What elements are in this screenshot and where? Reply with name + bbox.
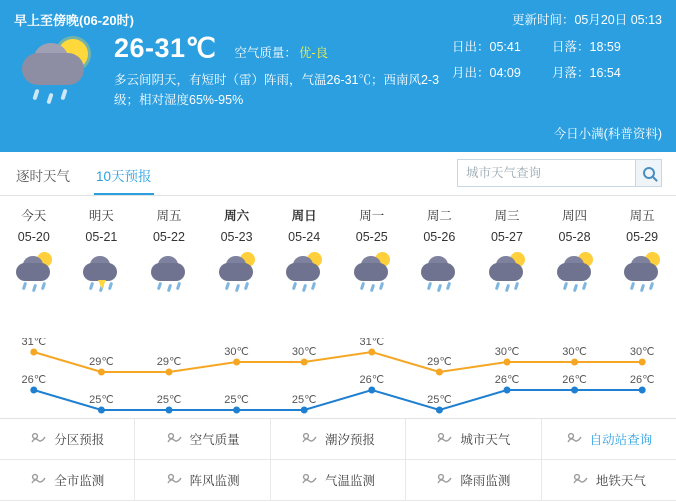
raindrop-icon bbox=[640, 284, 645, 293]
raindrop-icon bbox=[22, 282, 27, 291]
temperature-line bbox=[34, 390, 642, 410]
raindrop-icon bbox=[360, 282, 365, 291]
cloud-icon bbox=[624, 263, 658, 281]
moonset-label: 月落：16:54 bbox=[552, 66, 621, 80]
data-label: 26℃ bbox=[21, 374, 47, 386]
quick-link-label: 分区预报 bbox=[54, 433, 105, 447]
forecast-weather-icon bbox=[0, 250, 68, 296]
quick-link-rain[interactable] bbox=[406, 460, 541, 501]
raindrop-icon bbox=[234, 284, 239, 293]
thermometer-icon bbox=[301, 472, 318, 489]
temperature-line bbox=[34, 352, 642, 372]
data-point bbox=[571, 359, 578, 366]
tab-bar bbox=[0, 152, 676, 196]
raindrop-icon bbox=[108, 282, 113, 291]
raindrop-icon bbox=[630, 282, 635, 291]
data-label: 25℃ bbox=[156, 394, 182, 406]
raindrop-icon bbox=[243, 282, 248, 291]
cloud-icon bbox=[22, 53, 84, 85]
subway-icon bbox=[572, 472, 589, 489]
forecast-period-label: 早上至傍晚(06-20时) bbox=[14, 13, 134, 28]
current-conditions bbox=[110, 33, 452, 111]
forecast-weather-icon bbox=[608, 250, 676, 296]
tab-10day[interactable]: 10天预报 bbox=[94, 152, 154, 195]
data-label: 30℃ bbox=[291, 346, 317, 358]
raindrop-icon bbox=[311, 282, 316, 291]
data-point bbox=[30, 387, 37, 394]
forecast-day-name: 周五 bbox=[629, 209, 655, 223]
cloud-icon bbox=[286, 263, 320, 281]
city-search-box bbox=[457, 159, 662, 187]
quick-link-label: 城市天气 bbox=[460, 433, 511, 447]
data-point bbox=[436, 369, 443, 376]
cloud-icon bbox=[557, 263, 591, 281]
data-point bbox=[98, 369, 105, 376]
forecast-weather-icon bbox=[473, 250, 541, 296]
cloud-icon bbox=[151, 263, 185, 281]
sun-moon-info bbox=[452, 33, 662, 111]
quick-link-label: 潮汐预报 bbox=[325, 433, 376, 447]
forecast-day-column[interactable] bbox=[608, 206, 676, 296]
raindrop-icon bbox=[176, 282, 181, 291]
raindrop-icon bbox=[505, 284, 510, 293]
cloud-icon bbox=[16, 263, 50, 281]
quick-link-row bbox=[0, 419, 676, 460]
header bbox=[0, 0, 676, 152]
quick-link-label: 气温监测 bbox=[325, 474, 376, 488]
header-top-row bbox=[14, 10, 662, 29]
raindrop-icon bbox=[89, 282, 94, 291]
quick-link-label: 阵风监测 bbox=[189, 474, 240, 488]
forecast-day-name: 明天 bbox=[88, 209, 114, 223]
map-icon bbox=[30, 431, 47, 448]
forecast-day-name: 周五 bbox=[156, 209, 182, 223]
raindrop-icon bbox=[427, 282, 432, 291]
city-icon bbox=[30, 472, 47, 489]
raindrop-icon bbox=[379, 282, 384, 291]
raindrop-icon bbox=[302, 284, 307, 293]
data-label: 26℃ bbox=[494, 374, 520, 386]
search-input[interactable] bbox=[458, 160, 635, 186]
data-point bbox=[639, 387, 646, 394]
data-label: 25℃ bbox=[427, 394, 452, 406]
data-point bbox=[166, 369, 173, 376]
data-label: 25℃ bbox=[224, 394, 249, 406]
wave-icon bbox=[301, 431, 318, 448]
forecast-day-date: 05-24 bbox=[288, 230, 321, 244]
raindrop-icon bbox=[649, 282, 654, 291]
data-label: 25℃ bbox=[291, 394, 317, 406]
quick-link-leaf[interactable] bbox=[135, 419, 270, 460]
forecast-weather-icon bbox=[203, 250, 271, 296]
quick-link-station[interactable] bbox=[542, 419, 676, 460]
data-label: 26℃ bbox=[562, 374, 587, 386]
cloudy-sun-rain-icon bbox=[11, 250, 57, 290]
cloudy-sun-rain-icon bbox=[281, 250, 327, 290]
cloud-icon bbox=[83, 263, 117, 281]
forecast-day-date: 05-25 bbox=[355, 230, 388, 244]
raindrop-icon bbox=[32, 284, 37, 293]
raindrop-icon bbox=[41, 282, 46, 291]
cloudy-sun-rain-icon bbox=[214, 250, 260, 290]
cloud-icon bbox=[354, 263, 388, 281]
quick-link-row bbox=[0, 460, 676, 501]
raindrop-icon bbox=[32, 89, 39, 101]
forecast-day-column[interactable] bbox=[0, 206, 68, 296]
quick-link-label: 降雨监测 bbox=[460, 474, 511, 488]
data-label: 30℃ bbox=[224, 346, 249, 358]
forecast-weather-icon bbox=[68, 250, 136, 296]
leaf-icon bbox=[166, 431, 183, 448]
data-point bbox=[301, 359, 308, 366]
forecast-day-column[interactable] bbox=[541, 206, 609, 296]
raindrop-icon bbox=[495, 282, 500, 291]
weather-description: 多云间阴天，有短时（雷）阵雨，气温26-31℃；西南风2-3级；相对湿度65%-95% bbox=[114, 73, 440, 107]
data-label: 29℃ bbox=[89, 356, 114, 368]
raindrop-icon bbox=[572, 284, 577, 293]
cloudy-sun-rain-icon bbox=[552, 250, 598, 290]
quick-link-map[interactable] bbox=[0, 419, 135, 460]
header-body bbox=[14, 33, 662, 111]
forecast-day-date: 05-26 bbox=[423, 230, 456, 244]
quick-link-label: 自动站查询 bbox=[589, 433, 653, 447]
forecast-day-date: 05-28 bbox=[558, 230, 591, 244]
cloud-icon bbox=[489, 263, 523, 281]
quick-link-label: 空气质量 bbox=[189, 433, 240, 447]
raindrop-icon bbox=[437, 284, 442, 293]
data-label: 25℃ bbox=[89, 394, 114, 406]
moonrise-label: 月出：04:09 bbox=[452, 66, 521, 80]
current-temperature: 26-31℃ bbox=[114, 33, 217, 63]
raindrop-icon bbox=[562, 282, 567, 291]
data-point bbox=[368, 387, 375, 394]
raindrop-icon bbox=[292, 282, 297, 291]
thunder-rain-icon bbox=[78, 250, 124, 290]
forecast-day-name: 今天 bbox=[21, 209, 47, 223]
data-label: 29℃ bbox=[156, 356, 182, 368]
quick-link-cloud-sun[interactable] bbox=[406, 419, 541, 460]
data-point bbox=[639, 359, 646, 366]
forecast-day-name: 周日 bbox=[291, 209, 317, 223]
data-point bbox=[368, 349, 375, 356]
forecast-day-list bbox=[0, 196, 676, 296]
solar-term-note[interactable]: 今日小满(科普资料) bbox=[553, 127, 662, 141]
raindrop-icon bbox=[46, 93, 53, 105]
forecast-day-column[interactable] bbox=[473, 206, 541, 296]
data-label: 30℃ bbox=[494, 346, 520, 358]
quick-link-label: 地铁天气 bbox=[595, 474, 646, 488]
rain-icon bbox=[146, 250, 192, 290]
raindrop-icon bbox=[60, 89, 67, 101]
data-label: 31℃ bbox=[21, 338, 47, 348]
data-point bbox=[504, 359, 511, 366]
quick-link-subway[interactable] bbox=[542, 460, 676, 501]
data-label: 26℃ bbox=[629, 374, 655, 386]
station-icon bbox=[566, 431, 583, 448]
air-quality bbox=[234, 43, 328, 61]
forecast-day-name: 周四 bbox=[562, 209, 588, 223]
data-point bbox=[436, 407, 443, 414]
forecast-day-column[interactable] bbox=[135, 206, 203, 296]
data-point bbox=[233, 407, 240, 414]
forecast-day-name: 周一 bbox=[359, 209, 385, 223]
data-point bbox=[233, 359, 240, 366]
forecast-weather-icon bbox=[541, 250, 609, 296]
raindrop-icon bbox=[370, 284, 375, 293]
data-label: 26℃ bbox=[359, 374, 385, 386]
data-point bbox=[571, 387, 578, 394]
search-button[interactable] bbox=[635, 160, 661, 186]
wind-icon bbox=[166, 472, 183, 489]
sunset-label: 日落：18:59 bbox=[552, 40, 621, 54]
cloudy-sun-rain-icon bbox=[619, 250, 665, 290]
forecast-day-date: 05-20 bbox=[17, 230, 50, 244]
forecast-weather-icon bbox=[270, 250, 338, 296]
forecast-day-date: 05-22 bbox=[152, 230, 185, 244]
forecast-day-date: 05-29 bbox=[626, 230, 659, 244]
tab-hourly[interactable]: 逐时天气 bbox=[16, 169, 70, 184]
cloud-icon bbox=[421, 263, 455, 281]
data-label: 30℃ bbox=[562, 346, 587, 358]
raindrop-icon bbox=[514, 282, 519, 291]
update-time-label: 更新时间：05月20日 05:13 bbox=[511, 13, 662, 27]
sunrise-label: 日出：05:41 bbox=[452, 40, 521, 54]
rain-icon bbox=[436, 472, 453, 489]
rain-icon bbox=[416, 250, 462, 290]
temperature-row bbox=[114, 33, 452, 64]
quick-link-city[interactable] bbox=[0, 460, 135, 501]
forecast-day-column[interactable] bbox=[270, 206, 338, 296]
quick-link-wave[interactable] bbox=[271, 419, 406, 460]
raindrop-icon bbox=[224, 282, 229, 291]
data-point bbox=[166, 407, 173, 414]
cloud-icon bbox=[219, 263, 253, 281]
forecast-day-date: 05-21 bbox=[85, 230, 118, 244]
data-point bbox=[504, 387, 511, 394]
data-point bbox=[30, 349, 37, 356]
raindrop-icon bbox=[446, 282, 451, 291]
search-icon bbox=[643, 167, 655, 179]
data-label: 29℃ bbox=[427, 356, 452, 368]
raindrop-icon bbox=[581, 282, 586, 291]
raindrop-icon bbox=[157, 282, 162, 291]
forecast-weather-icon bbox=[135, 250, 203, 296]
air-quality-value: 优-良 bbox=[298, 46, 329, 60]
air-quality-label: 空气质量： bbox=[234, 46, 297, 60]
data-label: 30℃ bbox=[629, 346, 655, 358]
forecast-weather-icon bbox=[406, 250, 474, 296]
forecast-day-name: 周三 bbox=[494, 209, 520, 223]
cloud-sun-icon bbox=[436, 431, 453, 448]
data-label: 31℃ bbox=[359, 338, 385, 348]
forecast-day-column[interactable] bbox=[406, 206, 474, 296]
forecast-day-column[interactable] bbox=[203, 206, 271, 296]
forecast-day-column[interactable] bbox=[338, 206, 406, 296]
current-weather-icon bbox=[14, 33, 110, 111]
quick-link-wind[interactable] bbox=[135, 460, 270, 501]
data-point bbox=[98, 407, 105, 414]
forecast-day-name: 周二 bbox=[426, 209, 452, 223]
quick-link-thermometer[interactable] bbox=[271, 460, 406, 501]
forecast-day-name: 周六 bbox=[224, 209, 250, 223]
forecast-day-date: 05-27 bbox=[490, 230, 523, 244]
lightning-icon bbox=[98, 280, 106, 289]
raindrop-icon bbox=[167, 284, 172, 293]
quick-link-label: 全市监测 bbox=[54, 474, 105, 488]
cloudy-sun-rain-icon bbox=[484, 250, 530, 290]
quick-links bbox=[0, 418, 676, 501]
temperature-chart bbox=[0, 338, 676, 418]
forecast-day-date: 05-23 bbox=[220, 230, 253, 244]
moon-times-row bbox=[452, 63, 662, 81]
data-point bbox=[301, 407, 308, 414]
forecast-day-column[interactable] bbox=[68, 206, 136, 296]
sun-times-row bbox=[452, 37, 662, 55]
ten-day-forecast bbox=[0, 196, 676, 418]
forecast-weather-icon bbox=[338, 250, 406, 296]
cloudy-sun-rain-icon bbox=[349, 250, 395, 290]
